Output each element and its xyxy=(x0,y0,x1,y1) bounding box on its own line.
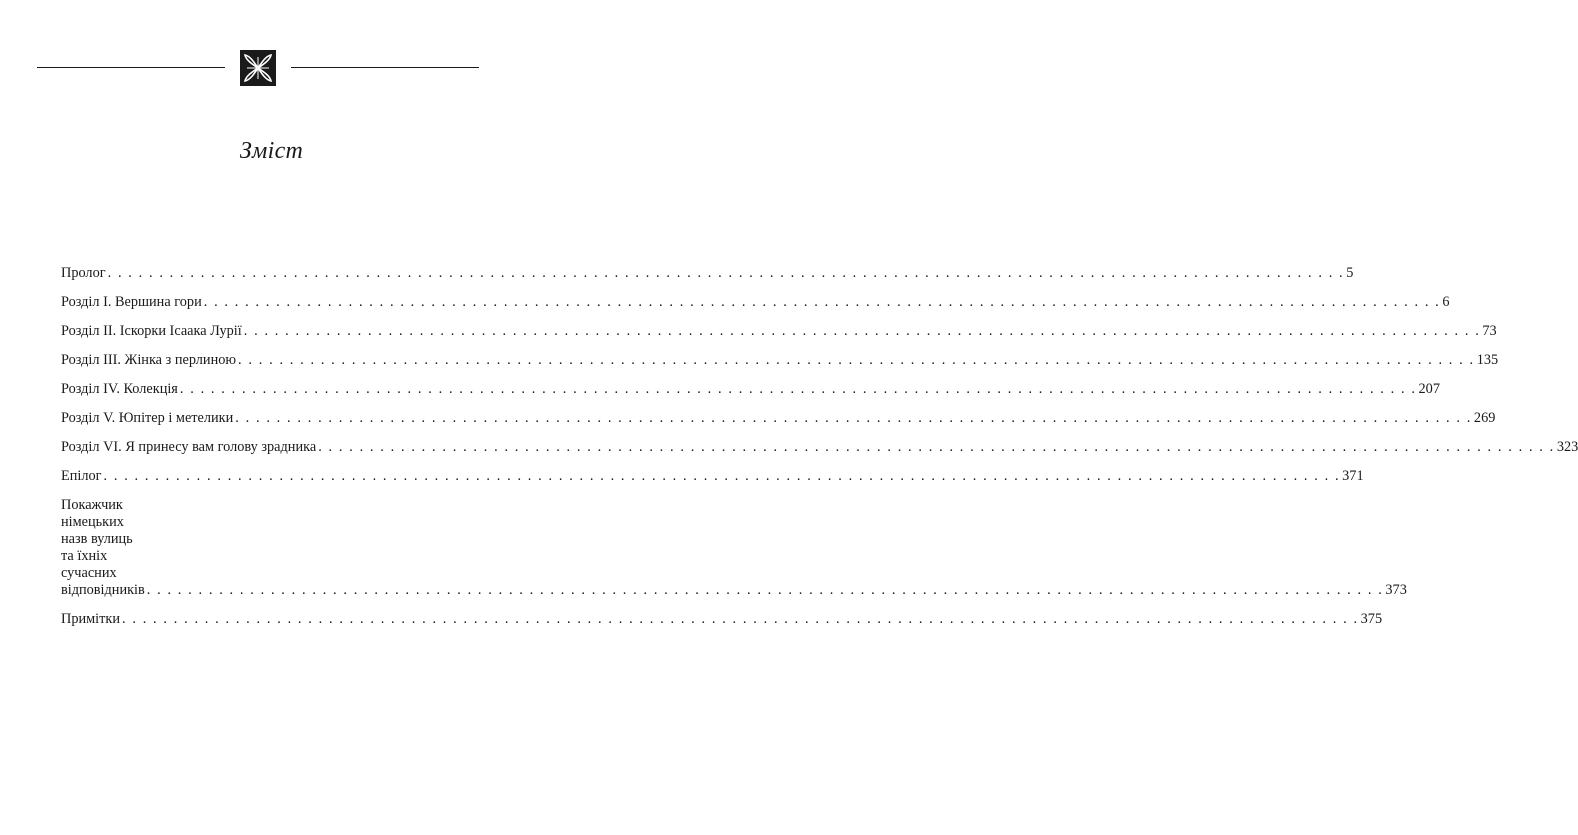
dot-leader: . . . . . . . . . . . . . . . . . . . . . . . . . . . . . . . . . . . . . . . . . . . . . . . . . . . . . . . . . . . . . . . . . . . . . . . . . . . . . . . . . . . . . . . . . . . . . . . . . . . . . . . . . . . . . . . . . . . . . . . . xyxy=(238,352,1475,368)
toc-entry xyxy=(61,265,1354,282)
toc-entry-label: Пролог xyxy=(61,265,106,281)
left-rule xyxy=(37,67,225,68)
toc-entry-label: Епілог xyxy=(61,468,102,484)
toc-entry-label: Розділ IV. Колекція xyxy=(61,381,178,397)
dot-leader: . . . . . . . . . . . . . . . . . . . . . . . . . . . . . . . . . . . . . . . . . . . . . . . . . . . . . . . . . . . . . . . . . . . . . . . . . . . . . . . . . . . . . . . . . . . . . . . . . . . . . . . . . . . . . . . . . . . . . . . . xyxy=(146,582,1384,598)
toc-entry xyxy=(61,439,1578,456)
toc-entry xyxy=(61,410,1496,427)
dot-leader: . . . . . . . . . . . . . . . . . . . . . . . . . . . . . . . . . . . . . . . . . . . . . . . . . . . . . . . . . . . . . . . . . . . . . . . . . . . . . . . . . . . . . . . . . . . . . . . . . . . . . . . . . . . . . . . . . . . . . . . . xyxy=(203,294,1441,310)
toc-entry-label: Розділ VI. Я принесу вам голову зрадника xyxy=(61,439,317,455)
toc-entry-page: 5 xyxy=(1346,265,1354,281)
toc-entry-label: Розділ III. Жінка з перлиною xyxy=(61,352,237,368)
toc-entry xyxy=(61,611,1383,628)
toc-entry-page: 323 xyxy=(1556,439,1578,455)
dot-leader: . . . . . . . . . . . . . . . . . . . . . . . . . . . . . . . . . . . . . . . . . . . . . . . . . . . . . . . . . . . . . . . . . . . . . . . . . . . . . . . . . . . . . . . . . . . . . . . . . . . . . . . . . . . . . . . . . . . . . . . . xyxy=(107,265,1345,281)
dot-leader: . . . . . . . . . . . . . . . . . . . . . . . . . . . . . . . . . . . . . . . . . . . . . . . . . . . . . . . . . . . . . . . . . . . . . . . . . . . . . . . . . . . . . . . . . . . . . . . . . . . . . . . . . . . . . . . . . . . . . . . . xyxy=(318,439,1555,455)
four-petal-ornament-icon xyxy=(240,50,276,86)
toc-entry-label: Розділ V. Юпітер і метелики xyxy=(61,410,234,426)
toc-entry-page: 207 xyxy=(1418,381,1440,397)
dot-leader: . . . . . . . . . . . . . . . . . . . . . . . . . . . . . . . . . . . . . . . . . . . . . . . . . . . . . . . . . . . . . . . . . . . . . . . . . . . . . . . . . . . . . . . . . . . . . . . . . . . . . . . . . . . . . . . . . . . . . . . . xyxy=(179,381,1417,397)
dot-leader: . . . . . . . . . . . . . . . . . . . . . . . . . . . . . . . . . . . . . . . . . . . . . . . . . . . . . . . . . . . . . . . . . . . . . . . . . . . . . . . . . . . . . . . . . . . . . . . . . . . . . . . . . . . . . . . . . . . . . . . . xyxy=(103,468,1341,484)
toc-entry xyxy=(61,468,1364,485)
toc-entry-page: 6 xyxy=(1442,294,1450,310)
header-ornament xyxy=(37,48,479,88)
dot-leader: . . . . . . . . . . . . . . . . . . . . . . . . . . . . . . . . . . . . . . . . . . . . . . . . . . . . . . . . . . . . . . . . . . . . . . . . . . . . . . . . . . . . . . . . . . . . . . . . . . . . . . . . . . . . . . . . . . . . . . . . xyxy=(235,410,1472,426)
toc-entry-label: Покажчик німецьких назв вулиць та їхніх сучасних відповідників xyxy=(61,497,145,598)
dot-leader: . . . . . . . . . . . . . . . . . . . . . . . . . . . . . . . . . . . . . . . . . . . . . . . . . . . . . . . . . . . . . . . . . . . . . . . . . . . . . . . . . . . . . . . . . . . . . . . . . . . . . . . . . . . . . . . . . . . . . . . . xyxy=(122,611,1359,627)
dot-leader: . . . . . . . . . . . . . . . . . . . . . . . . . . . . . . . . . . . . . . . . . . . . . . . . . . . . . . . . . . . . . . . . . . . . . . . . . . . . . . . . . . . . . . . . . . . . . . . . . . . . . . . . . . . . . . . . . . . . . . . . xyxy=(243,323,1481,339)
toc-entry-page: 373 xyxy=(1385,582,1407,598)
table-of-contents xyxy=(61,265,1578,640)
page-title: Зміст xyxy=(239,138,304,164)
toc-entry xyxy=(61,323,1497,340)
toc-entry-label: Розділ II. Іскорки Ісаака Лурії xyxy=(61,323,242,339)
toc-entry xyxy=(61,381,1440,398)
toc-entry-page: 73 xyxy=(1482,323,1497,339)
toc-entry xyxy=(61,497,1407,599)
toc-entry-page: 375 xyxy=(1360,611,1383,627)
toc-entry-label: Примітки xyxy=(61,611,120,627)
toc-entry-page: 135 xyxy=(1476,352,1499,368)
toc-entry-page: 371 xyxy=(1342,468,1364,484)
toc-entry-label: Розділ I. Вершина гори xyxy=(61,294,202,310)
toc-entry xyxy=(61,294,1450,311)
toc-entry-page: 269 xyxy=(1473,410,1496,426)
toc-entry xyxy=(61,352,1499,369)
right-rule xyxy=(291,67,479,68)
